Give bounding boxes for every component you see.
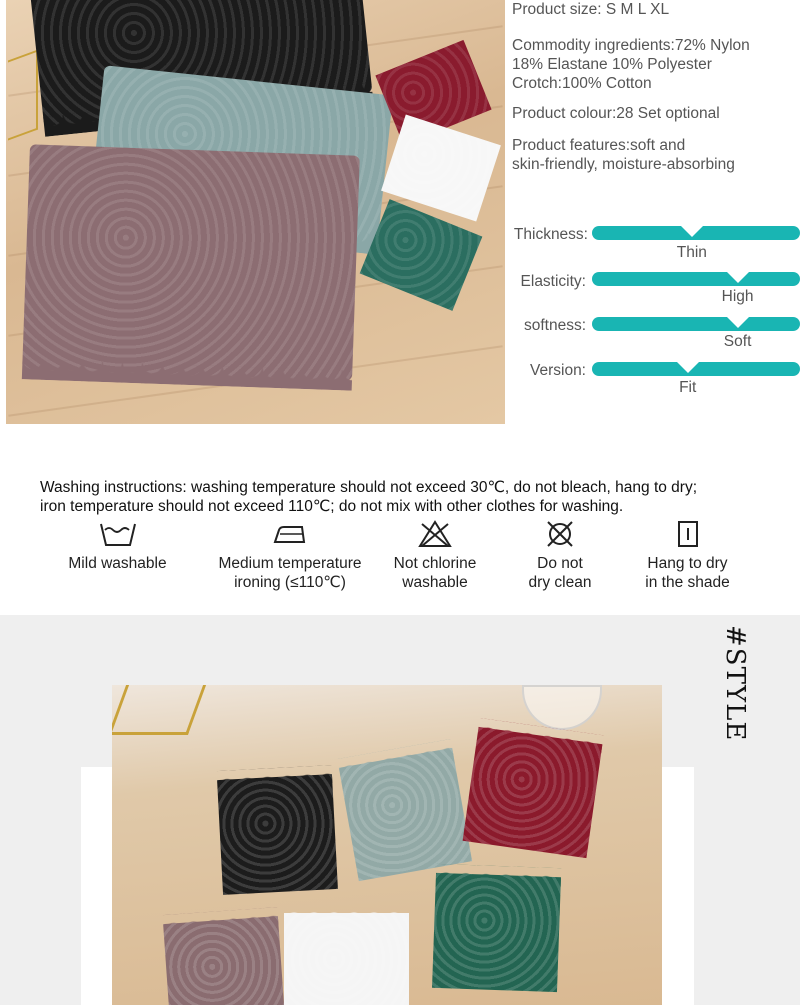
elasticity-marker (727, 272, 749, 283)
care-mild-wash: Mild washable (60, 520, 175, 573)
white-folded-boxer (284, 913, 409, 1005)
softness-marker (727, 317, 749, 328)
green-folded-boxer (432, 873, 561, 992)
glass-decoration (522, 685, 602, 730)
care-medium-iron: Medium temperature ironing (≤110℃) (210, 520, 370, 592)
iron-icon (272, 520, 308, 548)
burgundy-folded-boxer (463, 727, 603, 858)
version-value: Fit (679, 379, 697, 396)
elasticity-bar (592, 272, 800, 286)
thickness-value: Thin (676, 244, 707, 261)
product-photo-bottom (112, 685, 662, 1005)
style-heading: #STYLE (720, 625, 750, 742)
thickness-bar (592, 226, 800, 240)
spec-size: Product size: S M L XL (512, 1, 670, 18)
care-no-dry-clean: Do not dry clean (515, 520, 605, 592)
softness-label: softness: (523, 317, 586, 334)
hang-dry-icon (676, 520, 700, 548)
thickness-marker (681, 226, 703, 237)
version-marker (677, 362, 699, 373)
thickness-label: Thickness: (513, 226, 588, 243)
elasticity-value: High (721, 288, 754, 305)
softness-value: Soft (723, 333, 752, 350)
product-photo-top (6, 0, 505, 424)
spec-ingredients: Commodity ingredients:72% Nylon 18% Elastane 10% Polyester Crotch:100% Cotton (512, 37, 750, 92)
black-folded-boxer (217, 774, 338, 895)
washing-instructions: Washing instructions: washing temperature should not exceed 30℃, do not bleach, hang to dry; iron temperature should not exceed 110℃; do not mix with other clothes for washing. (40, 479, 698, 515)
version-label: Version: (529, 362, 586, 379)
spec-colour: Product colour:28 Set optional (512, 105, 720, 122)
mauve-folded-boxer (163, 916, 286, 1005)
spec-features: Product features:soft and skin-friendly, moisture-absorbing (512, 137, 735, 173)
elasticity-label: Elasticity: (520, 273, 586, 290)
sage-folded-boxer (339, 748, 472, 881)
version-bar (592, 362, 800, 376)
gold-frame-decoration (112, 685, 206, 735)
gold-frame-decoration (8, 50, 38, 141)
wash-tub-icon (99, 520, 137, 548)
softness-bar (592, 317, 800, 331)
care-no-bleach: Not chlorine washable (385, 520, 485, 592)
no-bleach-icon (418, 520, 452, 548)
care-hang-dry: Hang to dry in the shade (635, 520, 740, 592)
no-dry-clean-icon (545, 520, 575, 548)
mauve-lace-boxer (22, 144, 360, 380)
